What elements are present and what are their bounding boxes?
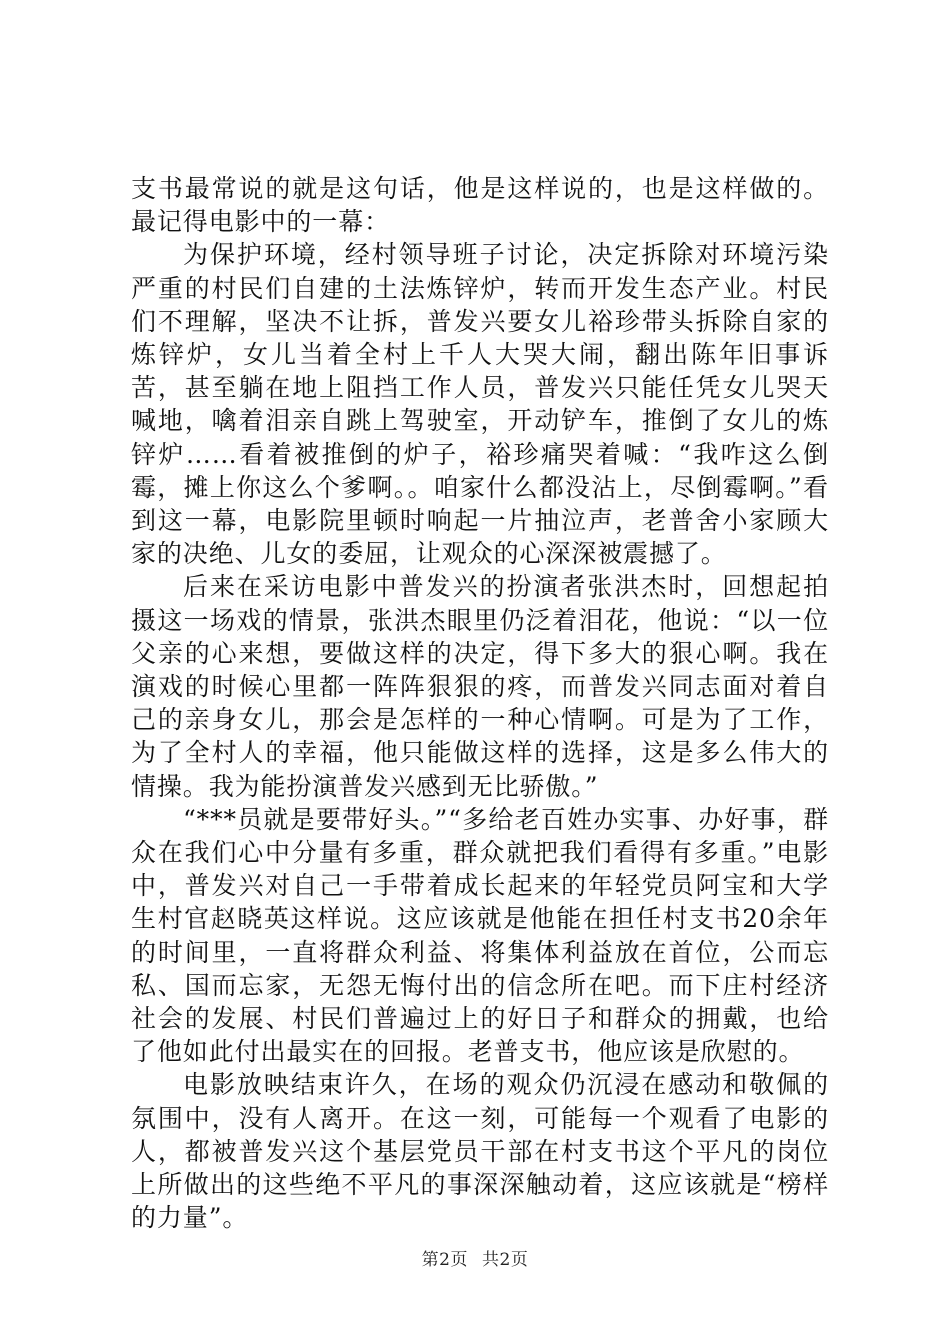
paragraph-2: 为保护环境，经村领导班子讨论，决定拆除对环境污染严重的村民们自建的土法炼锌炉，转而开发生态产业。村民们不理解，坚决不让拆，普发兴要女儿裕珍带头拆除自家的炼锌炉，女儿当着全村上千人大哭大闹，翻出陈年旧事诉苦，甚至躺在地上阻挡工作人员，普发兴只能任凭女儿哭天喊地，噙着泪亲自跳上驾驶室，开动铲车，推倒了女儿的炼锌炉……看着被推倒的炉子，裕珍痛哭着喊：“我咋这么倒霉，摊上你这么个爹啊。。咱家什么都没沾上，尽倒霉啊。”看到这一幕，电影院里顿时响起一片抽泣声，老普舍小家顾大家的决绝、儿女的委屈，让观众的心深深被震撼了。 [131,240,829,569]
page-footer [0,1245,950,1270]
paragraph-1: 支书最常说的就是这句话，他是这样说的，也是这样做的。最记得电影中的一幕： [131,174,829,237]
paragraph-3: 后来在采访电影中普发兴的扮演者张洪杰时，回想起拍摄这一场戏的情景，张洪杰眼里仍泛着泪花，他说：“以一位父亲的心来想，要做这样的决定，得下多大的狠心啊。我在演戏的时候心里都一阵阵狠狠的疼，而普发兴同志面对着自己的亲身女儿，那会是怎样的一种心情啊。可是为了工作，为了全村人的幸福，他只能做这样的选择，这是多么伟大的情操。我为能扮演普发兴感到无比骄傲。” [131,572,829,801]
document-body [131,172,829,1235]
page-number-current: 第2页 [421,1250,468,1270]
paragraph-5: 电影放映结束许久，在场的观众仍沉浸在感动和敬佩的氛围中，没有人离开。在这一刻，可能每一个观看了电影的人，都被普发兴这个基层党员干部在村支书这个平凡的岗位上所做出的这些绝不平凡的事深深触动着，这应该就是“榜样的力量”。 [131,1070,829,1233]
paragraph-4: “***员就是要带好头。”“多给老百姓办实事、办好事，群众在我们心中分量有多重，群众就把我们看得有多重。”电影中，普发兴对自己一手带着成长起来的年轻党员阿宝和大学生村官赵晓英这样说。这应该就是他能在担任村支书20余年的时间里，一直将群众利益、将集体利益放在首位，公而忘私、国而忘家，无怨无悔付出的信念所在吧。而下庄村经济社会的发展、村民们普遍过上的好日子和群众的拥戴，也给了他如此付出最实在的回报。老普支书，他应该是欣慰的。 [131,804,829,1067]
page-number-total: 共2页 [482,1250,529,1270]
